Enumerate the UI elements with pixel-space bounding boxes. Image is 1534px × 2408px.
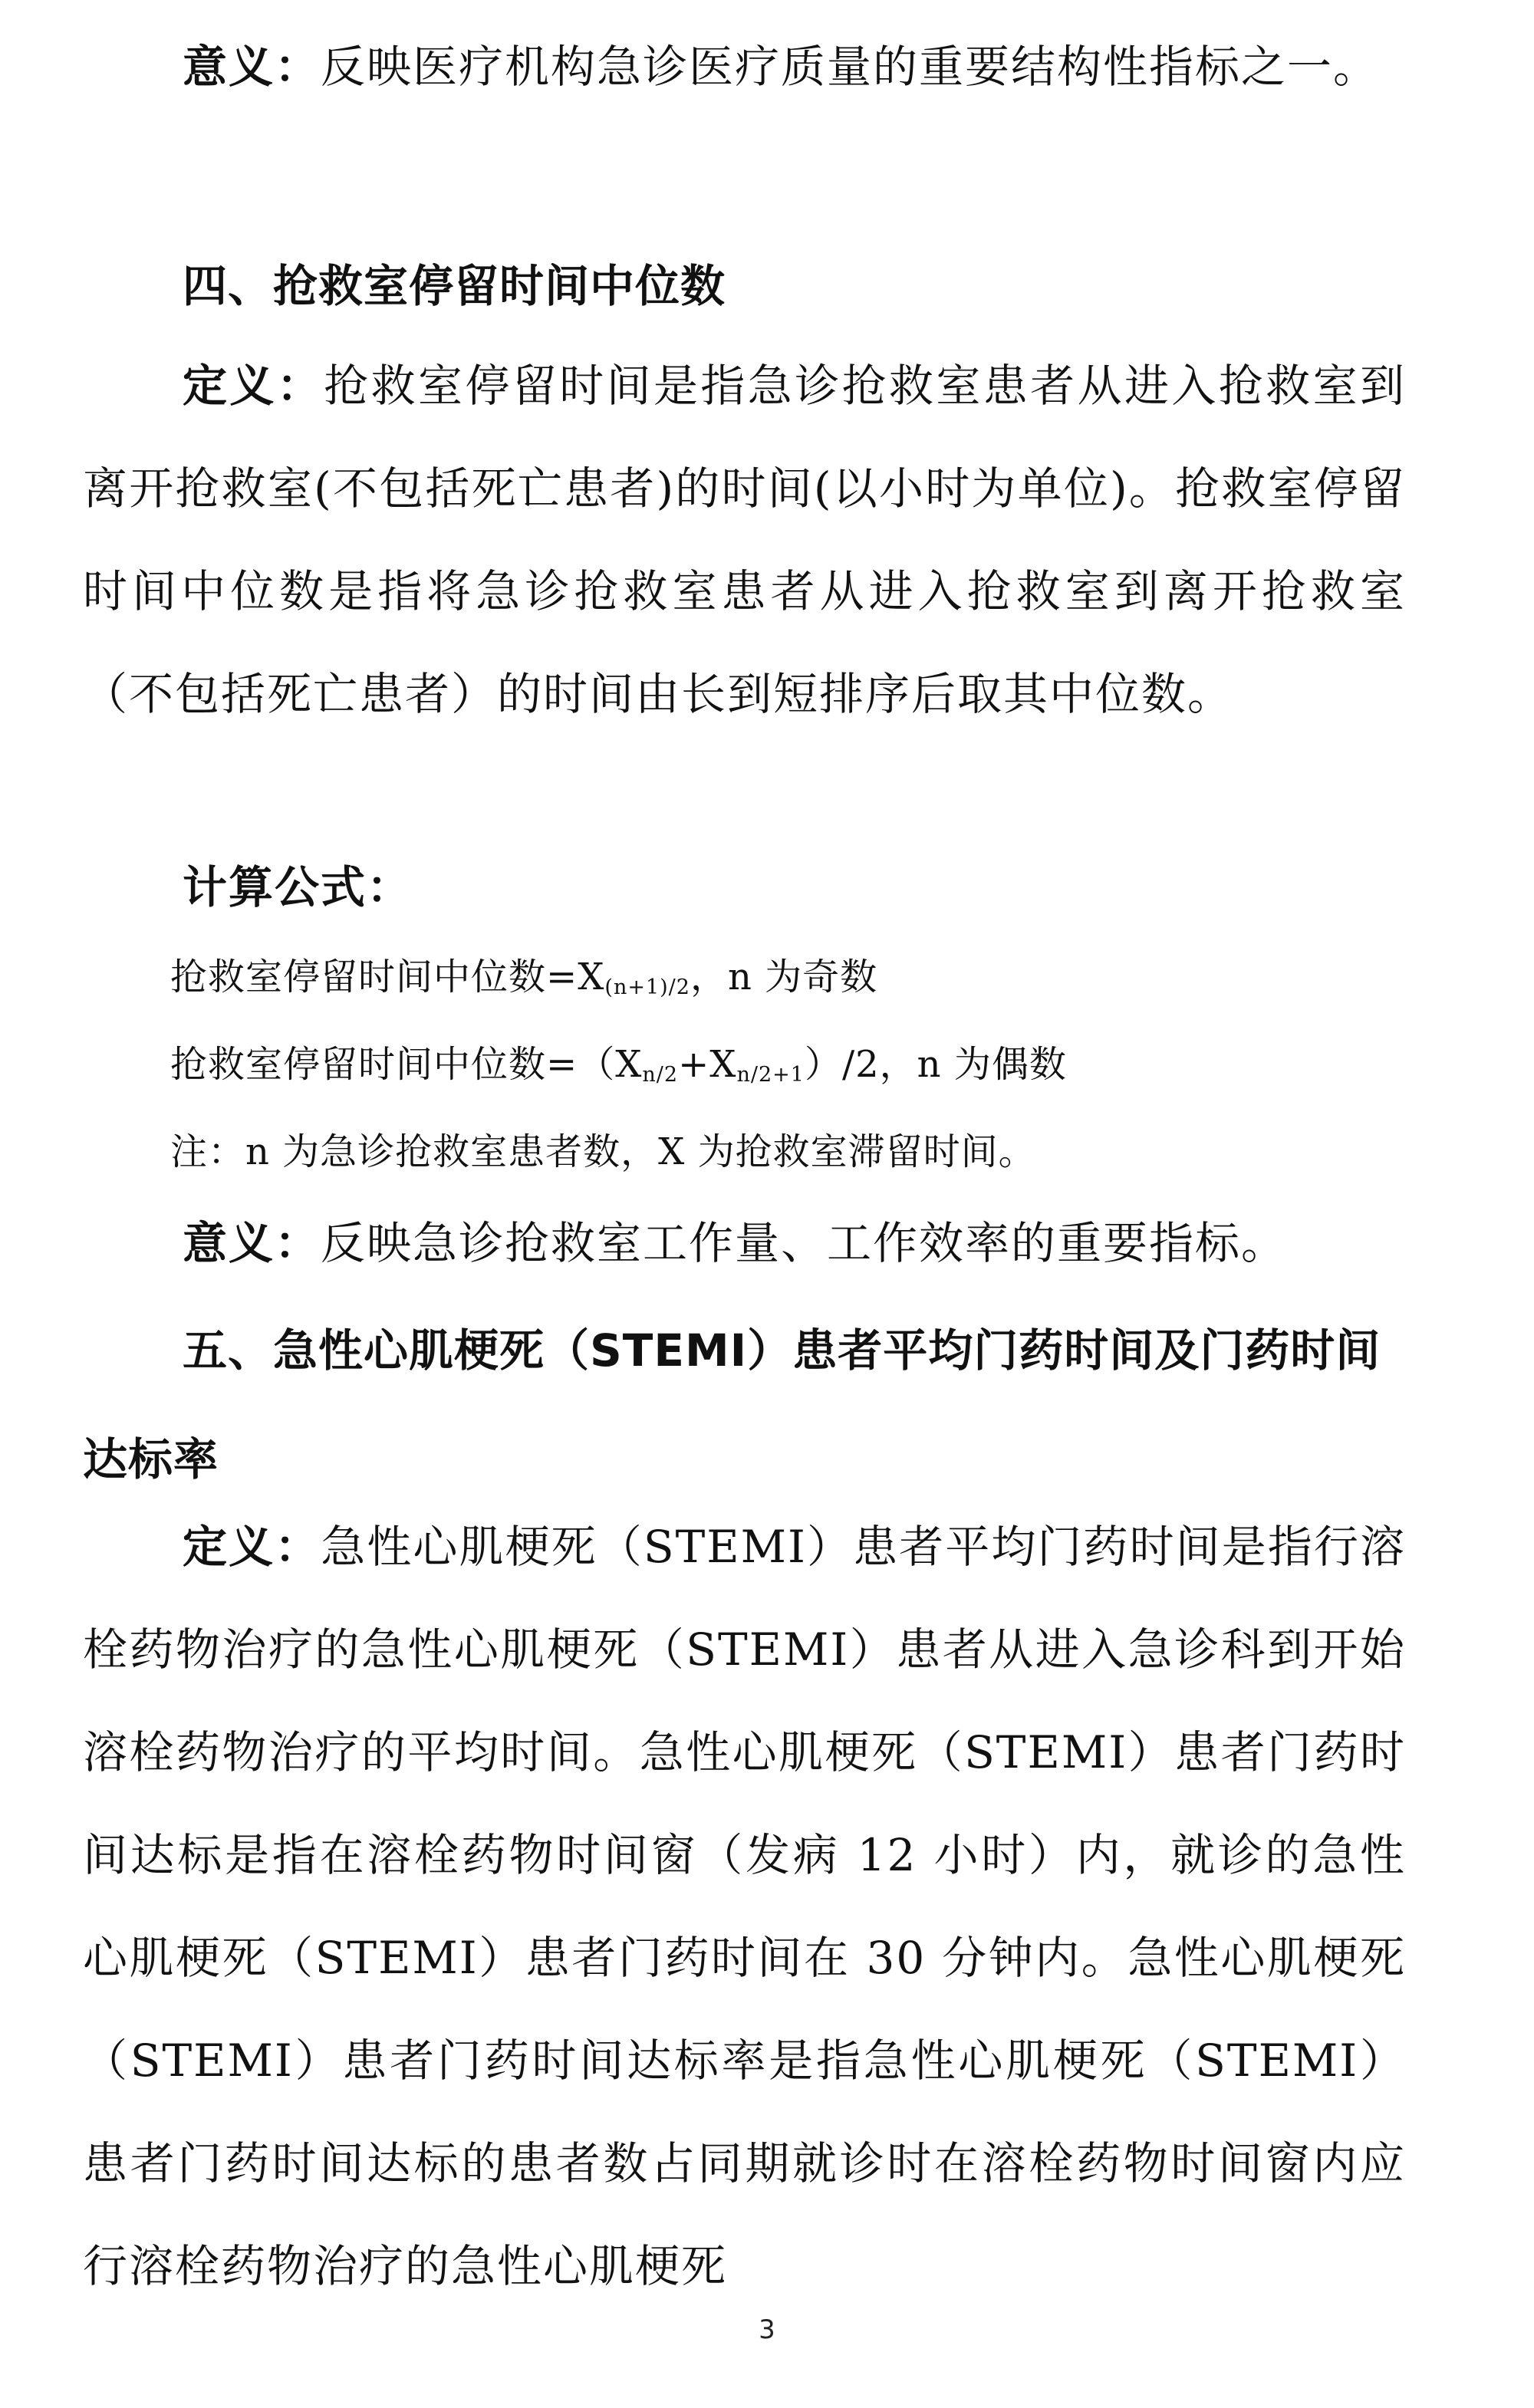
definition-paragraph-4 bbox=[83, 334, 1406, 745]
definition-label: 定义： bbox=[183, 1521, 321, 1573]
section-heading-4: 四、抢救室停留时间中位数 bbox=[183, 260, 726, 312]
definition-paragraph-5 bbox=[83, 1495, 1406, 2318]
significance-label: 意义： bbox=[183, 41, 321, 93]
formula-note: 注：n 为急诊抢救室患者数，X 为抢救室滞留时间。 bbox=[170, 1130, 1036, 1173]
significance-paragraph-4 bbox=[83, 1192, 1406, 1294]
significance-label: 意义： bbox=[183, 1217, 321, 1269]
formula-even: 抢救室停留时间中位数$=(X_{n/2}+X_{n/2+1})/2$，n 为偶数 bbox=[170, 1043, 1067, 1087]
section-heading-5: 五、急性心肌梗死（STEMI）患者平均门药时间及门药时间达标率 bbox=[83, 1324, 1381, 1485]
significance-text: 反映急诊抢救室工作量、工作效率的重要指标。 bbox=[321, 1217, 1288, 1269]
formula-label: 计算公式： bbox=[183, 861, 413, 913]
definition-text: 急性心肌梗死（STEMI）患者平均门药时间是指行溶栓药物治疗的急性心肌梗死（STEMI）患者从进入急诊科到开始溶栓药物治疗的平均时间。急性心肌梗死（STEMI）患者门药时间达标是指在溶栓药物时间窗（发病 12 小时）内，就诊的急性心肌梗死（STEMI）患者门药时间在 30 分钟内。急性心肌梗死（STEMI）患者门药时间达标率是指急性心肌梗死（STEMI）患者门药时间达标的患者数占同期就诊时在溶栓药物时间窗内应行溶栓药物治疗的急性心肌梗死 bbox=[83, 1521, 1406, 2292]
page-number: 3 bbox=[759, 2314, 775, 2345]
significance-paragraph-1 bbox=[83, 15, 1406, 118]
definition-label: 定义： bbox=[183, 360, 324, 412]
definition-text: 抢救室停留时间是指急诊抢救室患者从进入抢救室到离开抢救室(不包括死亡患者)的时间(以小时为单位)。抢救室停留时间中位数是指将急诊抢救室患者从进入抢救室到离开抢救室（不包括死亡患者）的时间由长到短排序后取其中位数。 bbox=[83, 360, 1406, 720]
significance-text: 反映医疗机构急诊医疗质量的重要结构性指标之一。 bbox=[321, 41, 1380, 93]
formula-odd: 抢救室停留时间中位数$=X_{(n+1)/2}$，n 为奇数 bbox=[170, 956, 878, 999]
